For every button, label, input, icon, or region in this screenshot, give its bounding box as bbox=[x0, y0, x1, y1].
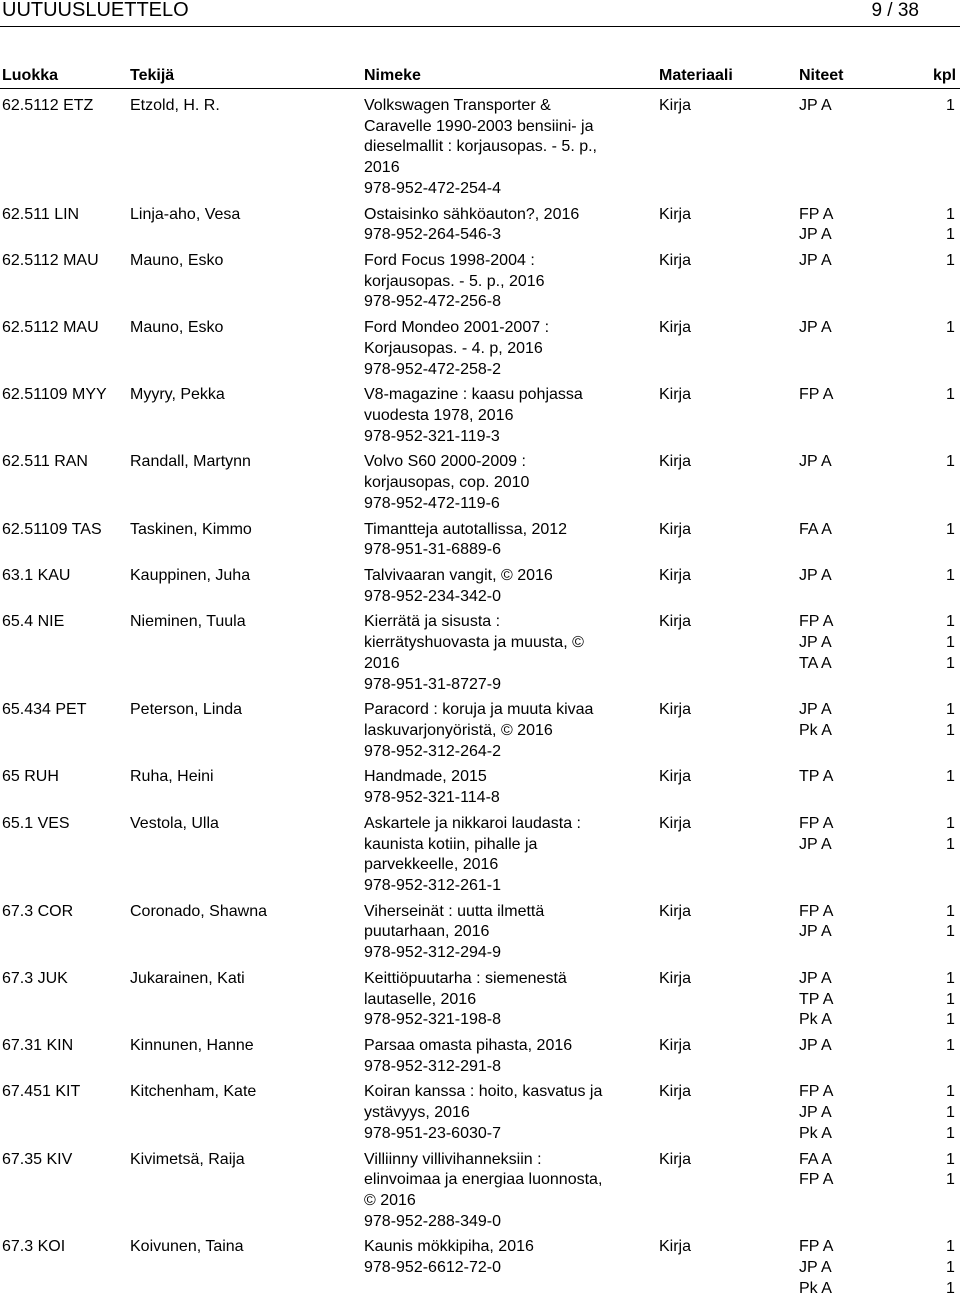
nimeke-cell-line: 978-951-31-6889-6 bbox=[364, 541, 501, 559]
catalog-list bbox=[0, 96, 960, 1305]
kpl-cell bbox=[946, 767, 955, 788]
kpl-cell-line: 1 bbox=[946, 386, 955, 404]
catalog-row bbox=[0, 318, 960, 385]
nimeke-cell-line: laskuvarjonyöristä, © 2016 bbox=[364, 721, 553, 739]
catalog-row bbox=[0, 251, 960, 318]
niteet-cell-line: FP A bbox=[799, 1083, 834, 1101]
niteet-cell-line: JP A bbox=[799, 453, 832, 471]
column-header-niteet: Niteet bbox=[799, 67, 844, 84]
nimeke-cell-line: Kierrätä ja sisusta : bbox=[364, 613, 501, 631]
nimeke-cell-line: 978-952-472-256-8 bbox=[364, 293, 501, 311]
nimeke-cell bbox=[364, 1036, 654, 1077]
tekija-cell: Kitchenham, Kate bbox=[130, 1083, 257, 1101]
nimeke-cell bbox=[364, 452, 654, 514]
catalog-row bbox=[0, 385, 960, 452]
niteet-cell bbox=[799, 385, 833, 406]
niteet-cell-line: FP A bbox=[799, 814, 834, 832]
niteet-cell bbox=[799, 1036, 832, 1057]
luokka-cell: 67.31 KIN bbox=[2, 1036, 74, 1054]
kpl-cell bbox=[946, 385, 955, 406]
nimeke-cell-line: 978-952-472-258-2 bbox=[364, 360, 501, 378]
kpl-cell-line: 1 bbox=[946, 205, 955, 223]
kpl-cell bbox=[946, 1150, 955, 1191]
kpl-cell-line: 1 bbox=[946, 902, 955, 920]
kpl-cell-line: 1 bbox=[946, 701, 955, 719]
nimeke-cell-line: dieselmallit : korjausopas. - 5. p., bbox=[364, 138, 597, 156]
luokka-cell: 65.1 VES bbox=[2, 814, 70, 832]
tekija-cell: Myyry, Pekka bbox=[130, 386, 225, 404]
nimeke-cell-line: Paracord : koruja ja muuta kivaa bbox=[364, 701, 594, 719]
catalog-row bbox=[0, 612, 960, 700]
nimeke-cell bbox=[364, 612, 654, 695]
kpl-cell-line: 1 bbox=[946, 1150, 955, 1168]
kpl-cell-line: 1 bbox=[946, 1171, 955, 1189]
niteet-cell-line: JP A bbox=[799, 251, 832, 269]
niteet-cell bbox=[799, 520, 832, 541]
nimeke-cell bbox=[364, 520, 654, 561]
nimeke-cell-line: Askartele ja nikkaroi laudasta : bbox=[364, 814, 581, 832]
tekija-cell: Jukarainen, Kati bbox=[130, 969, 245, 987]
niteet-cell-line: FP A bbox=[799, 386, 834, 404]
catalog-row bbox=[0, 566, 960, 612]
kpl-cell bbox=[946, 520, 955, 541]
nimeke-cell bbox=[364, 1237, 654, 1278]
kpl-cell-line: 1 bbox=[946, 251, 955, 269]
column-header-kpl: kpl bbox=[933, 67, 957, 84]
niteet-cell-line: JP A bbox=[799, 319, 832, 337]
materiaali-cell: Kirja bbox=[659, 97, 692, 114]
niteet-cell bbox=[799, 205, 833, 246]
niteet-cell-line: JP A bbox=[799, 1259, 832, 1277]
tekija-cell: Mauno, Esko bbox=[130, 319, 224, 337]
kpl-cell-line: 1 bbox=[946, 97, 955, 114]
niteet-cell bbox=[799, 700, 832, 741]
niteet-cell-line: FP A bbox=[799, 613, 834, 631]
nimeke-cell bbox=[364, 969, 654, 1031]
niteet-cell-line: JP A bbox=[799, 969, 832, 987]
niteet-cell bbox=[799, 566, 832, 587]
niteet-cell-line: FP A bbox=[799, 1238, 834, 1256]
nimeke-cell-line: 2016 bbox=[364, 159, 400, 177]
kpl-cell-line: 1 bbox=[946, 1279, 955, 1297]
kpl-cell-line: 1 bbox=[946, 566, 955, 584]
luokka-cell: 67.35 KIV bbox=[2, 1150, 73, 1168]
niteet-cell-line: JP A bbox=[799, 634, 832, 652]
tekija-cell: Kauppinen, Juha bbox=[130, 566, 251, 584]
nimeke-cell-line: 978-952-321-114-8 bbox=[364, 789, 500, 807]
catalog-row bbox=[0, 767, 960, 813]
catalog-row bbox=[0, 814, 960, 902]
header-rule bbox=[0, 26, 960, 27]
niteet-cell-line: TA A bbox=[799, 654, 832, 672]
kpl-cell bbox=[946, 318, 955, 339]
tekija-cell: Linja-aho, Vesa bbox=[130, 205, 241, 223]
luokka-cell: 67.3 KOI bbox=[2, 1238, 66, 1256]
nimeke-cell-line: Ford Focus 1998-2004 : bbox=[364, 251, 535, 269]
tekija-cell: Kinnunen, Hanne bbox=[130, 1036, 254, 1054]
nimeke-cell-line: Viherseinät : uutta ilmettä bbox=[364, 902, 545, 920]
nimeke-cell-line: elinvoimaa ja energiaa luonnosta, bbox=[364, 1171, 603, 1189]
niteet-cell-line: JP A bbox=[799, 566, 832, 584]
luokka-cell: 63.1 KAU bbox=[2, 566, 71, 584]
materiaali-cell: Kirja bbox=[659, 814, 692, 832]
column-header-rule bbox=[0, 88, 960, 89]
materiaali-cell: Kirja bbox=[659, 969, 692, 987]
materiaali-cell: Kirja bbox=[659, 902, 692, 920]
materiaali-cell: Kirja bbox=[659, 251, 692, 269]
nimeke-cell bbox=[364, 767, 654, 808]
catalog-row bbox=[0, 452, 960, 519]
nimeke-cell-line: Timantteja autotallissa, 2012 bbox=[364, 520, 568, 538]
column-header-luokka: Luokka bbox=[2, 67, 59, 84]
niteet-cell-line: JP A bbox=[799, 226, 832, 244]
niteet-cell-line: JP A bbox=[799, 97, 832, 114]
niteet-cell-line: FP A bbox=[799, 205, 834, 223]
kpl-cell-line: 1 bbox=[946, 835, 955, 853]
materiaali-cell: Kirja bbox=[659, 1036, 692, 1054]
nimeke-cell-line: Volvo S60 2000-2009 : bbox=[364, 453, 526, 471]
luokka-cell: 62.5112 MAU bbox=[2, 251, 99, 269]
kpl-cell bbox=[946, 251, 955, 272]
materiaali-cell: Kirja bbox=[659, 1238, 692, 1256]
materiaali-cell: Kirja bbox=[659, 701, 692, 719]
materiaali-cell: Kirja bbox=[659, 768, 692, 786]
niteet-cell bbox=[799, 1082, 833, 1144]
tekija-cell: Peterson, Linda bbox=[130, 701, 243, 719]
tekija-cell: Randall, Martynn bbox=[130, 453, 251, 471]
niteet-cell bbox=[799, 96, 832, 117]
nimeke-cell-line: 978-952-312-291-8 bbox=[364, 1057, 501, 1075]
niteet-cell bbox=[799, 969, 833, 1031]
kpl-cell bbox=[946, 452, 955, 473]
nimeke-cell-line: puutarhaan, 2016 bbox=[364, 923, 490, 941]
kpl-cell bbox=[946, 700, 955, 741]
nimeke-cell-line: Parsaa omasta pihasta, 2016 bbox=[364, 1036, 573, 1054]
nimeke-cell-line: 978-952-472-254-4 bbox=[364, 179, 501, 197]
niteet-cell bbox=[799, 612, 833, 674]
tekija-cell: Taskinen, Kimmo bbox=[130, 520, 252, 538]
nimeke-cell-line: 978-952-264-546-3 bbox=[364, 226, 501, 244]
niteet-cell-line: JP A bbox=[799, 1036, 832, 1054]
niteet-cell-line: JP A bbox=[799, 1104, 832, 1122]
kpl-cell bbox=[946, 1237, 955, 1299]
kpl-cell-line: 1 bbox=[946, 990, 955, 1008]
niteet-cell-line: FP A bbox=[799, 1171, 834, 1189]
kpl-cell bbox=[946, 902, 955, 943]
luokka-cell: 67.3 JUK bbox=[2, 969, 68, 987]
tekija-cell: Ruha, Heini bbox=[130, 768, 214, 786]
luokka-cell: 67.3 COR bbox=[2, 902, 74, 920]
nimeke-cell-line: 978-952-321-198-8 bbox=[364, 1011, 501, 1029]
nimeke-cell-line: Talvivaaran vangit, © 2016 bbox=[364, 566, 553, 584]
nimeke-cell-line: korjausopas. - 5. p., 2016 bbox=[364, 272, 545, 290]
kpl-cell-line: 1 bbox=[946, 1011, 955, 1029]
nimeke-cell-line: 2016 bbox=[364, 654, 400, 672]
kpl-cell-line: 1 bbox=[946, 1124, 955, 1142]
nimeke-cell-line: korjausopas, cop. 2010 bbox=[364, 474, 530, 492]
kpl-cell bbox=[946, 566, 955, 587]
nimeke-cell-line: Kaunis mökkipiha, 2016 bbox=[364, 1238, 534, 1256]
niteet-cell-line: TP A bbox=[799, 768, 834, 786]
niteet-cell-line: Pk A bbox=[799, 721, 832, 739]
tekija-cell: Nieminen, Tuula bbox=[130, 613, 246, 631]
niteet-cell-line: JP A bbox=[799, 701, 832, 719]
niteet-cell bbox=[799, 902, 833, 943]
nimeke-cell-line: 978-952-312-261-1 bbox=[364, 876, 501, 894]
catalog-row bbox=[0, 700, 960, 767]
kpl-cell-line: 1 bbox=[946, 453, 955, 471]
nimeke-cell bbox=[364, 902, 654, 964]
kpl-cell bbox=[946, 96, 955, 117]
nimeke-cell-line: 978-952-312-294-9 bbox=[364, 944, 501, 962]
luokka-cell: 65.4 NIE bbox=[2, 613, 65, 631]
nimeke-cell-line: 978-952-6612-72-0 bbox=[364, 1259, 501, 1277]
niteet-cell bbox=[799, 318, 832, 339]
niteet-cell-line: Pk A bbox=[799, 1011, 832, 1029]
nimeke-cell bbox=[364, 251, 654, 313]
nimeke-cell-line: lautaselle, 2016 bbox=[364, 990, 477, 1008]
nimeke-cell bbox=[364, 700, 654, 762]
nimeke-cell-line: 978-952-321-119-3 bbox=[364, 427, 500, 445]
nimeke-cell-line: Handmade, 2015 bbox=[364, 768, 487, 786]
column-header-nimeke: Nimeke bbox=[364, 67, 421, 84]
nimeke-cell-line: V8-magazine : kaasu pohjassa bbox=[364, 386, 583, 404]
niteet-cell-line: FP A bbox=[799, 902, 834, 920]
materiaali-cell: Kirja bbox=[659, 205, 692, 223]
kpl-cell-line: 1 bbox=[946, 654, 955, 672]
luokka-cell: 62.511 LIN bbox=[2, 205, 80, 223]
niteet-cell-line: JP A bbox=[799, 835, 832, 853]
materiaali-cell: Kirja bbox=[659, 386, 692, 404]
niteet-cell-line: FA A bbox=[799, 520, 832, 538]
catalog-row bbox=[0, 205, 960, 251]
kpl-cell-line: 1 bbox=[946, 1104, 955, 1122]
nimeke-cell-line: Keittiöpuutarha : siemenestä bbox=[364, 969, 567, 987]
materiaali-cell: Kirja bbox=[659, 613, 692, 631]
nimeke-cell-line: Volkswagen Transporter & bbox=[364, 97, 551, 114]
materiaali-cell: Kirja bbox=[659, 319, 692, 337]
kpl-cell-line: 1 bbox=[946, 634, 955, 652]
nimeke-cell-line: kaunista kotiin, pihalle ja bbox=[364, 835, 538, 853]
nimeke-cell bbox=[364, 318, 654, 380]
luokka-cell: 65 RUH bbox=[2, 768, 59, 786]
kpl-cell-line: 1 bbox=[946, 814, 955, 832]
kpl-cell-line: 1 bbox=[946, 969, 955, 987]
nimeke-cell-line: 978-951-23-6030-7 bbox=[364, 1124, 501, 1142]
tekija-cell: Etzold, H. R. bbox=[130, 97, 220, 114]
catalog-row bbox=[0, 969, 960, 1036]
luokka-cell: 62.51109 MYY bbox=[2, 386, 107, 404]
page-number: 9 / 38 bbox=[871, 0, 919, 21]
niteet-cell bbox=[799, 251, 832, 272]
kpl-cell-line: 1 bbox=[946, 226, 955, 244]
kpl-cell-line: 1 bbox=[946, 721, 955, 739]
kpl-cell-line: 1 bbox=[946, 1083, 955, 1101]
nimeke-cell bbox=[364, 385, 654, 447]
kpl-cell bbox=[946, 814, 955, 855]
catalog-row bbox=[0, 96, 960, 205]
nimeke-cell-line: 978-952-288-349-0 bbox=[364, 1212, 501, 1230]
kpl-cell-line: 1 bbox=[946, 520, 955, 538]
catalog-row bbox=[0, 1150, 960, 1238]
nimeke-cell bbox=[364, 1082, 654, 1144]
kpl-cell-line: 1 bbox=[946, 1238, 955, 1256]
column-header-materiaali: Materiaali bbox=[659, 67, 733, 84]
niteet-cell-line: JP A bbox=[799, 923, 832, 941]
niteet-cell-line: FA A bbox=[799, 1150, 832, 1168]
nimeke-cell-line: parvekkeelle, 2016 bbox=[364, 856, 499, 874]
nimeke-cell-line: Villiinny villivihanneksiin : bbox=[364, 1150, 542, 1168]
kpl-cell-line: 1 bbox=[946, 319, 955, 337]
luokka-cell: 62.5112 MAU bbox=[2, 319, 99, 337]
tekija-cell: Vestola, Ulla bbox=[130, 814, 219, 832]
niteet-cell bbox=[799, 1237, 833, 1299]
nimeke-cell-line: Ford Mondeo 2001-2007 : bbox=[364, 319, 550, 337]
kpl-cell-line: 1 bbox=[946, 1036, 955, 1054]
luokka-cell: 67.451 KIT bbox=[2, 1083, 81, 1101]
nimeke-cell-line: Koiran kanssa : hoito, kasvatus ja bbox=[364, 1083, 603, 1101]
nimeke-cell-line: 978-952-472-119-6 bbox=[364, 494, 500, 512]
materiaali-cell: Kirja bbox=[659, 1150, 692, 1168]
materiaali-cell: Kirja bbox=[659, 520, 692, 538]
niteet-cell-line: Pk A bbox=[799, 1124, 832, 1142]
nimeke-cell-line: ystävyys, 2016 bbox=[364, 1104, 470, 1122]
nimeke-cell-line: 978-952-312-264-2 bbox=[364, 742, 501, 760]
materiaali-cell: Kirja bbox=[659, 566, 692, 584]
nimeke-cell-line: Caravelle 1990-2003 bensiini- ja bbox=[364, 117, 594, 135]
tekija-cell: Kivimetsä, Raija bbox=[130, 1150, 245, 1168]
kpl-cell bbox=[946, 1036, 955, 1057]
materiaali-cell: Kirja bbox=[659, 1083, 692, 1101]
tekija-cell: Mauno, Esko bbox=[130, 251, 224, 269]
nimeke-cell-line: 978-951-31-8727-9 bbox=[364, 675, 501, 693]
nimeke-cell bbox=[364, 205, 654, 246]
nimeke-cell bbox=[364, 566, 654, 607]
kpl-cell-line: 1 bbox=[946, 1259, 955, 1277]
kpl-cell bbox=[946, 1082, 955, 1144]
niteet-cell bbox=[799, 767, 833, 788]
column-header-tekija: Tekijä bbox=[130, 67, 175, 84]
kpl-cell bbox=[946, 612, 955, 674]
catalog-row bbox=[0, 902, 960, 969]
catalog-row bbox=[0, 1237, 960, 1304]
nimeke-cell-line: vuodesta 1978, 2016 bbox=[364, 406, 514, 424]
niteet-cell bbox=[799, 452, 832, 473]
materiaali-cell: Kirja bbox=[659, 453, 692, 471]
nimeke-cell bbox=[364, 814, 654, 897]
kpl-cell bbox=[946, 969, 955, 1031]
catalog-row bbox=[0, 1082, 960, 1149]
luokka-cell: 62.5112 ETZ bbox=[2, 97, 94, 114]
kpl-cell bbox=[946, 205, 955, 246]
catalog-row bbox=[0, 1036, 960, 1082]
luokka-cell: 62.51109 TAS bbox=[2, 520, 102, 538]
nimeke-cell-line: © 2016 bbox=[364, 1191, 416, 1209]
niteet-cell-line: TP A bbox=[799, 990, 834, 1008]
kpl-cell-line: 1 bbox=[946, 923, 955, 941]
nimeke-cell bbox=[364, 1150, 654, 1233]
niteet-cell bbox=[799, 1150, 833, 1191]
catalog-row bbox=[0, 520, 960, 566]
nimeke-cell-line: Korjausopas. - 4. p, 2016 bbox=[364, 339, 543, 357]
kpl-cell-line: 1 bbox=[946, 768, 955, 786]
tekija-cell: Coronado, Shawna bbox=[130, 902, 267, 920]
nimeke-cell-line: kierrätyshuovasta ja muusta, © bbox=[364, 634, 584, 652]
luokka-cell: 62.511 RAN bbox=[2, 453, 88, 471]
nimeke-cell-line: 978-952-234-342-0 bbox=[364, 587, 501, 605]
tekija-cell: Koivunen, Taina bbox=[130, 1238, 244, 1256]
nimeke-cell-line: Ostaisinko sähköauton?, 2016 bbox=[364, 205, 580, 223]
niteet-cell-line: Pk A bbox=[799, 1279, 832, 1297]
kpl-cell-line: 1 bbox=[946, 613, 955, 631]
nimeke-cell bbox=[364, 96, 654, 200]
niteet-cell bbox=[799, 814, 833, 855]
document-title: UUTUUSLUETTELO bbox=[2, 0, 189, 21]
luokka-cell: 65.434 PET bbox=[2, 701, 87, 719]
